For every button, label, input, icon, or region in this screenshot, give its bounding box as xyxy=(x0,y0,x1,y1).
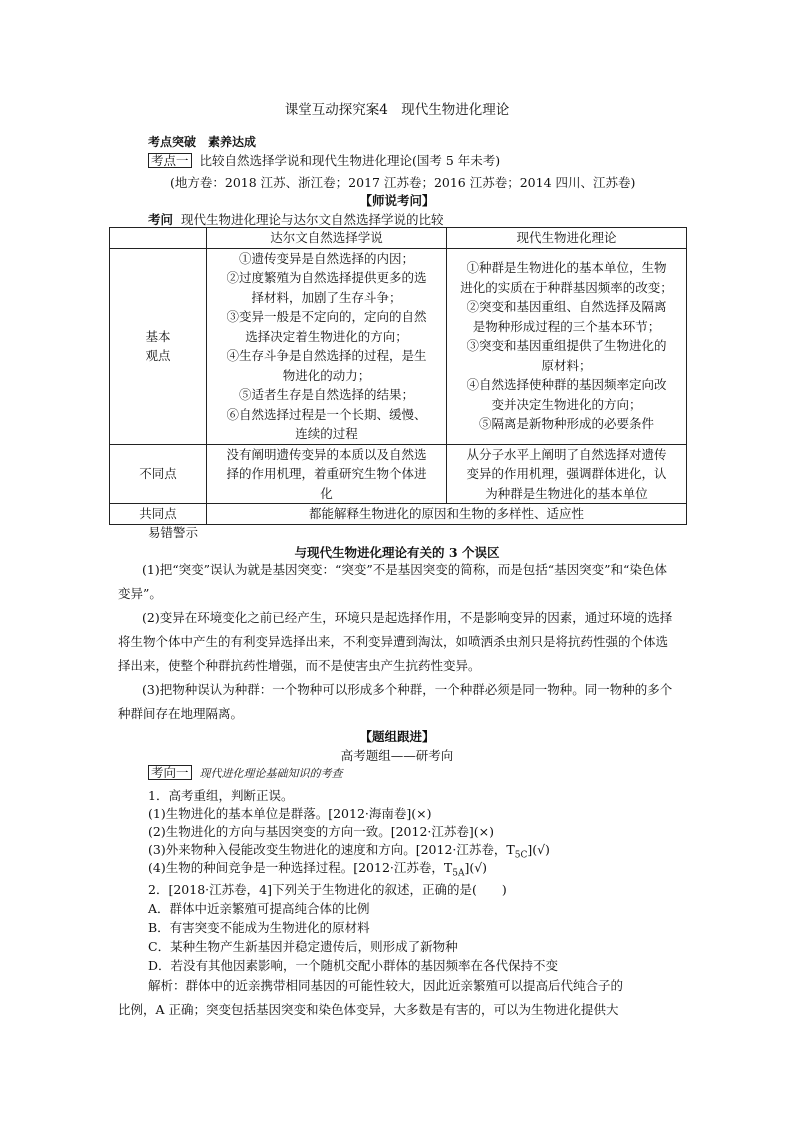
kaoxiang-line xyxy=(148,765,343,781)
cell-line: 择材料，加剧了生存斗争； xyxy=(251,289,402,305)
table-row-difference xyxy=(110,444,687,504)
cell-line: 为种群是生物进化的基本单位 xyxy=(485,485,648,501)
kaoxiang-label: 考向一 xyxy=(148,765,192,780)
cell-line: ③变异一般是不定向的，定向的自然 xyxy=(226,309,427,324)
row-label-common: 共同点 xyxy=(110,504,207,525)
table-header-row xyxy=(110,228,687,249)
q2-analysis-line-2: 比例，A 正确；突变包括基因突变和染色体变异，大多数是有害的，可以为生物进化提供大 xyxy=(118,1002,619,1017)
modern-difference-cell xyxy=(447,444,687,504)
cell-line: ④生存斗争是自然选择的过程，是生 xyxy=(226,348,427,363)
table-header-modern: 现代生物进化理论 xyxy=(447,228,687,249)
q1-item-2: (2)生物进化的方向与基因突变的方向一致。[2012·江苏卷](×) xyxy=(148,824,494,839)
cell-line: 择的作用机理，着重研究生物个体进 xyxy=(226,466,427,481)
q1-item-1: (1)生物进化的基本单位是群落。[2012·海南卷](×) xyxy=(148,806,432,821)
kaoxiang-text: 现代进化理论基础知识的考查 xyxy=(199,767,343,780)
cell-line: ③突变和基因重组提供了生物进化的 xyxy=(466,338,667,354)
cell-line: 选择决定着生物进化的方向； xyxy=(245,328,408,344)
cell-line: 从分子水平上阐明了自然选择对遗传 xyxy=(466,446,667,462)
cell-line: ⑤适者生存是自然选择的结果； xyxy=(238,387,414,402)
q2-option-d: D．若没有其他因素影响，一个随机交配小群体的基因频率在各代保持不变 xyxy=(148,958,559,973)
cell-line: 进化的实质在于种群基因频率的改变； xyxy=(460,279,673,295)
common-cell: 都能解释生物进化的原因和生物的多样性、适应性 xyxy=(207,504,687,525)
section-heading: 考点突破 素养达成 xyxy=(148,135,257,149)
table-row-common xyxy=(110,504,687,525)
cell-line: ①种群是生物进化的基本单位，生物 xyxy=(466,260,667,276)
row-label-difference xyxy=(110,444,207,504)
cell-line: 变异的作用机理，强调群体进化，认 xyxy=(466,466,667,481)
cell-line: 物进化的动力； xyxy=(282,367,371,383)
q2-option-c: C．某种生物产生新基因并稳定遗传后，则形成了新物种 xyxy=(148,939,458,954)
yicuo-item-3: (3)把物种误认为种群：一个物种可以形成多个种群，一个种群必须是同一物种。同一物种的多个种群间存在地理隔离。 xyxy=(118,682,673,721)
shishuo-heading: 【师说考问】 xyxy=(359,193,435,208)
kaodian-line xyxy=(148,151,500,169)
page-title: 课堂互动探究案4 现代生物进化理论 xyxy=(284,102,510,118)
q1-stem: 1．高考重组，判断正误。 xyxy=(148,788,294,803)
q2-stem: 2．[2018·江苏卷，4]下列关于生物进化的叙述，正确的是( ) xyxy=(148,882,507,897)
cell-line: ②突变和基因重组、自然选择及隔离 xyxy=(466,299,667,315)
tizu-heading: 【题组跟进】 xyxy=(359,729,435,744)
cell-line: 是物种形成过程的三个基本环节； xyxy=(472,318,661,334)
kaodian-label: 考点一 xyxy=(148,153,192,168)
cell-line: 没有阐明遗传变异的本质以及自然选 xyxy=(226,446,427,462)
yicuo-item-1: (1)把“突变”误认为就是基因突变：“突变”不是基因突变的简称，而是包括“基因突变”和“染色体变异”。 xyxy=(118,562,667,601)
cell-line: ①遗传变异是自然选择的内因； xyxy=(238,250,414,266)
q2-option-b: B．有害突变不能成为生物进化的原材料 xyxy=(148,920,370,935)
kaowen-label: 考问 xyxy=(148,212,174,227)
q1-item-3-tail: ](√) xyxy=(527,842,550,857)
local-exams: (地方卷：2018 江苏、浙江卷；2017 江苏卷；2016 江苏卷；2014 四川、江苏卷) xyxy=(170,175,636,190)
kaodian-text: 比较自然选择学说和现代生物进化理论(国考 5 年未考) xyxy=(199,153,501,168)
darwin-difference-cell xyxy=(207,444,447,504)
q2-analysis-line-1: 解析：群体中的近亲携带相同基因的可能性较大，因此近亲繁殖可以提高后代纯合子的 xyxy=(148,978,624,993)
cell-line: ②过度繁殖为自然选择提供更多的选 xyxy=(226,270,427,285)
kaowen-text: 现代生物进化理论与达尔文自然选择学说的比较 xyxy=(180,212,444,227)
cell-line: 化 xyxy=(320,485,333,501)
gaokao-heading: 高考题组——研考向 xyxy=(340,748,454,763)
q1-item-3-sub: 5C xyxy=(514,850,528,861)
kaowen-line xyxy=(148,210,443,228)
q1-item-4 xyxy=(148,858,487,879)
table-header-empty xyxy=(110,228,207,249)
cell-line: 连续的过程 xyxy=(295,426,358,441)
cell-line: 原材料； xyxy=(541,357,592,373)
q1-item-4-text: (4)生物的种间竞争是一种选择过程。[2012·江苏卷，T xyxy=(148,860,453,875)
cell-line: ⑥自然选择过程是一个长期、缓慢、 xyxy=(226,406,427,422)
q2-option-a: A．群体中近亲繁殖可提高纯合体的比例 xyxy=(148,901,370,916)
row-label-basic xyxy=(110,248,207,444)
cell-line: 变并决定生物进化的方向； xyxy=(491,396,642,412)
modern-basic-cell xyxy=(447,248,687,444)
q1-item-4-sub: 5A xyxy=(452,868,465,879)
comparison-table xyxy=(109,227,687,525)
table-header-darwin: 达尔文自然选择学说 xyxy=(207,228,447,249)
yicuo-heading: 易错警示 xyxy=(148,525,199,540)
yicuo-item-2: (2)变异在环境变化之前已经产生，环境只是起选择作用，不是影响变异的因素，通过环境的选择将生物个体中产生的有利变异选择出来，不利变异遭到淘汰，如喷洒杀虫剂只是将抗药性强的个体选择出来，使整个种群抗药性增强，而不是使害虫产生抗药性变异。 xyxy=(118,610,673,673)
q1-item-4-tail: ](√) xyxy=(464,860,488,875)
cell-line: ④自然选择使种群的基因频率定向改 xyxy=(466,377,667,393)
yicuo-subheading: 与现代生物进化理论有关的 3 个误区 xyxy=(294,545,500,560)
darwin-basic-cell xyxy=(207,248,447,444)
q1-item-3-text: (3)外来物种入侵能改变生物进化的速度和方向。[2012·江苏卷，T xyxy=(148,842,515,857)
table-row-basic xyxy=(110,248,687,444)
cell-line: ⑤隔离是新物种形成的必要条件 xyxy=(478,416,654,432)
row-label-line: 不同点 xyxy=(139,466,177,481)
row-label-line: 基本 xyxy=(145,328,171,344)
row-label-line: 观点 xyxy=(145,348,171,363)
